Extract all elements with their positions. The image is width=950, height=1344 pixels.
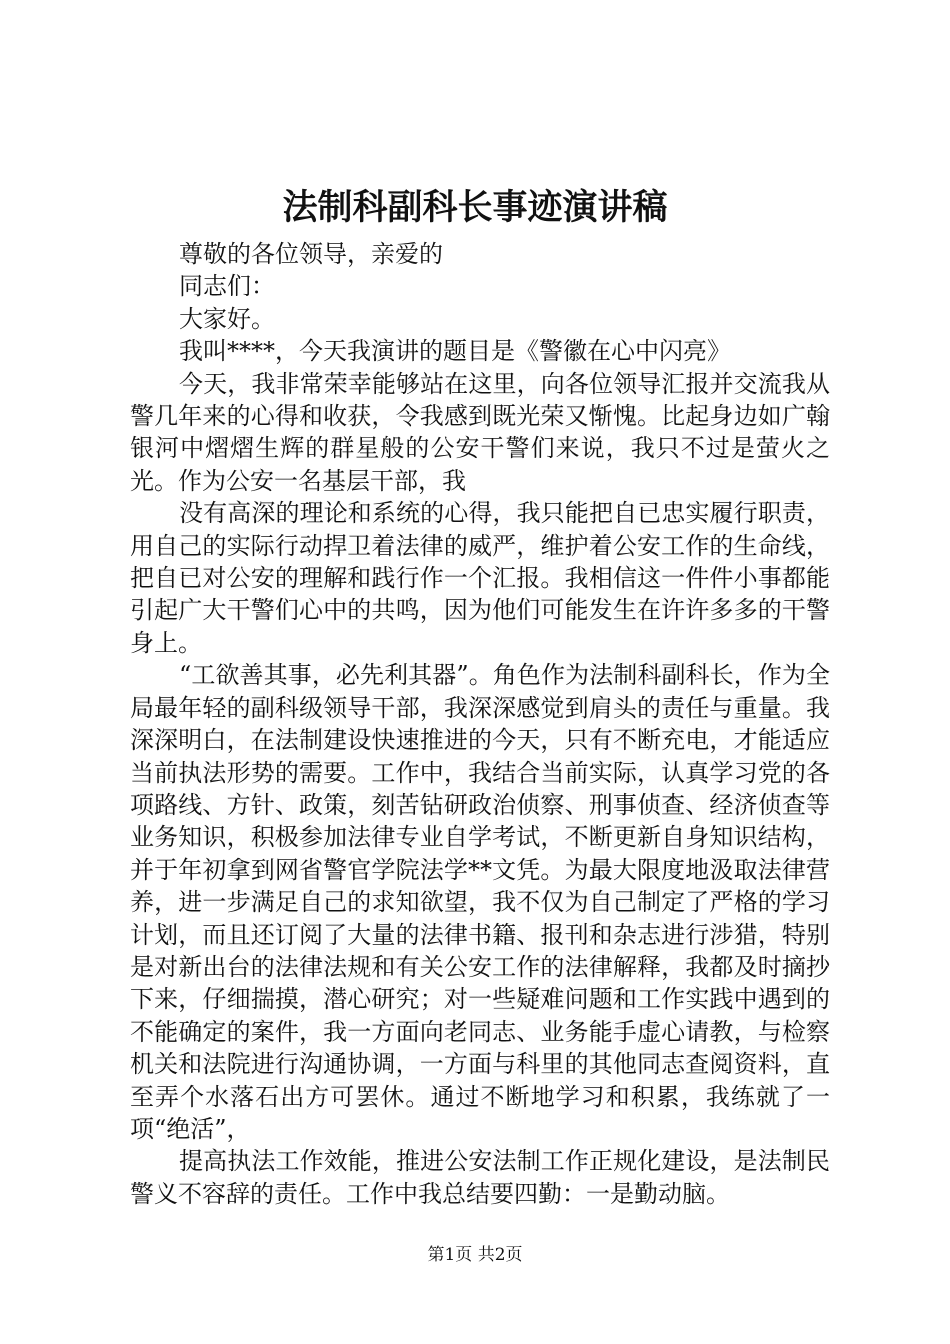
- paragraph-learning: “工欲善其事，必先利其器”。角色作为法制科副科长，作为全局最年轻的副科级领导干部，我深深感觉到肩头的责任与重量。我深深明白，在法制建设快速推进的今天，只有不断充电，才能适应当前执法形势的需要。工作中，我结合当前实际，认真学习党的各项路线、方针、政策，刻苦钻研政治侦察、刑事侦查、经济侦查等业务知识，积极参加法律专业自学考试，不断更新自身知识结构，并于年初拿到网省警官学院法学**文凭。为最大限度地汲取法律营养，进一步满足自己的求知欲望，我不仅为自己制定了严格的学习计划，而且还订阅了大量的法律书籍、报刊和杂志进行涉猎，特别是对新出台的法律法规和有关公安工作的法律解释，我都及时摘抄下来，仔细揣摸，潜心研究；对一些疑难问题和工作实践中遇到的不能确定的案件，我一方面向老同志、业务能手虚心请教，与检察机关和法院进行沟通协调，一方面与科里的其他同志查阅资料，直至弄个水落石出方可罢休。通过不断地学习和积累，我练就了一项“绝活”，: [130, 661, 830, 1143]
- page-footer: 第1页 共2页: [427, 1245, 523, 1265]
- paragraph-honor: 今天，我非常荣幸能够站在这里，向各位领导汇报并交流我从警几年来的心得和收获，令我感到既光荣又惭愧。比起身边如广翰银河中熠熠生辉的群星般的公安干警们来说，我只不过是萤火之光。作为公安一名基层干部，我: [130, 369, 830, 495]
- paragraph-greeting: 大家好。: [179, 304, 275, 333]
- paragraph-salutation: 尊敬的各位领导，亲爱的: [179, 240, 443, 268]
- paragraph-efficiency: 提高执法工作效能，推进公安法制工作正规化建设，是法制民警义不容辞的责任。工作中我总结要四勤：一是勤动脑。: [130, 1147, 830, 1208]
- paragraph-duty: 没有高深的理论和系统的心得，我只能把自已忠实履行职责，用自己的实际行动捍卫着法律的威严，维护着公安工作的生命线，把自已对公安的理解和践行作一个汇报。我相信这一件件小事都能引起广大干警们心中的共鸣，因为他们可能发生在许许多多的干警身上。: [130, 499, 830, 657]
- document-title: 法制科副科长事迹演讲稿: [282, 187, 668, 228]
- document-body: [130, 238, 830, 1210]
- paragraph-comrades: 同志们：: [179, 272, 275, 301]
- paragraph-topic: 我叫****，今天我演讲的题目是《警徽在心中闪亮》: [179, 337, 731, 366]
